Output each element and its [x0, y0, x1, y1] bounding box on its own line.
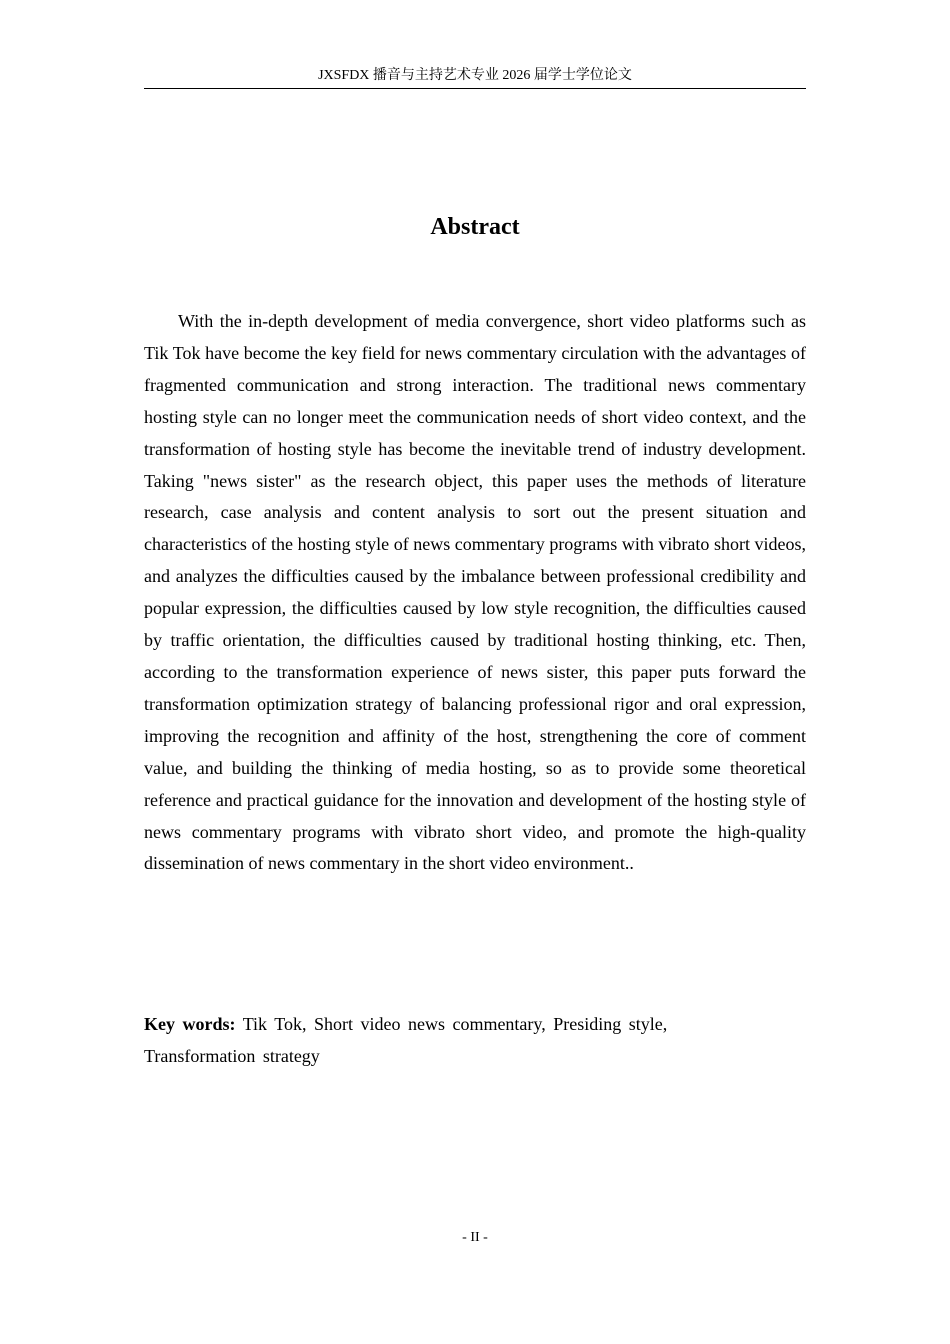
abstract-body: With the in-depth development of media convergence, short video platforms such as Tik Tok have become the key field for news commentary circulation with the advantages of fragmented communication and strong interaction. The traditional news commentary hosting style can no longer meet the communication needs of short video context, and the transformation of hosting style has become the inevitable trend of industry development. Taking "news sister" as the research object, this paper uses the methods of literature research, case analysis and content analysis to sort out the present situation and characteristics of the hosting style of news commentary programs with vibrato short videos, and analyzes the difficulties caused by the imbalance between professional credibility and popular expression, the difficulties caused by low style recognition, the difficulties caused by traffic orientation, the difficulties caused by traditional hosting thinking, etc. Then, according to the transformation experience of news sister, this paper puts forward the transformation optimization strategy of balancing professional rigor and oral expression, improving the recognition and affinity of the host, strengthening the core of comment value, and building the thinking of media hosting, so as to provide some theoretical reference and practical guidance for the innovation and development of the hosting style of news commentary programs with vibrato short video, and promote the high-quality dissemination of news commentary in the short video environment..: [144, 311, 806, 874]
keywords-label: Key words:: [144, 1014, 236, 1034]
keywords-paragraph: [144, 1008, 744, 1072]
page-number: - II -: [462, 1230, 488, 1245]
keywords-list: Tik Tok, Short video news commentary, Presiding style, Transformation strategy: [144, 1014, 668, 1066]
abstract-title: Abstract: [430, 214, 520, 240]
running-header: [144, 66, 806, 89]
running-header-title: JXSFDX 播音与主持艺术专业 2026 届学士学位论文: [318, 68, 632, 83]
